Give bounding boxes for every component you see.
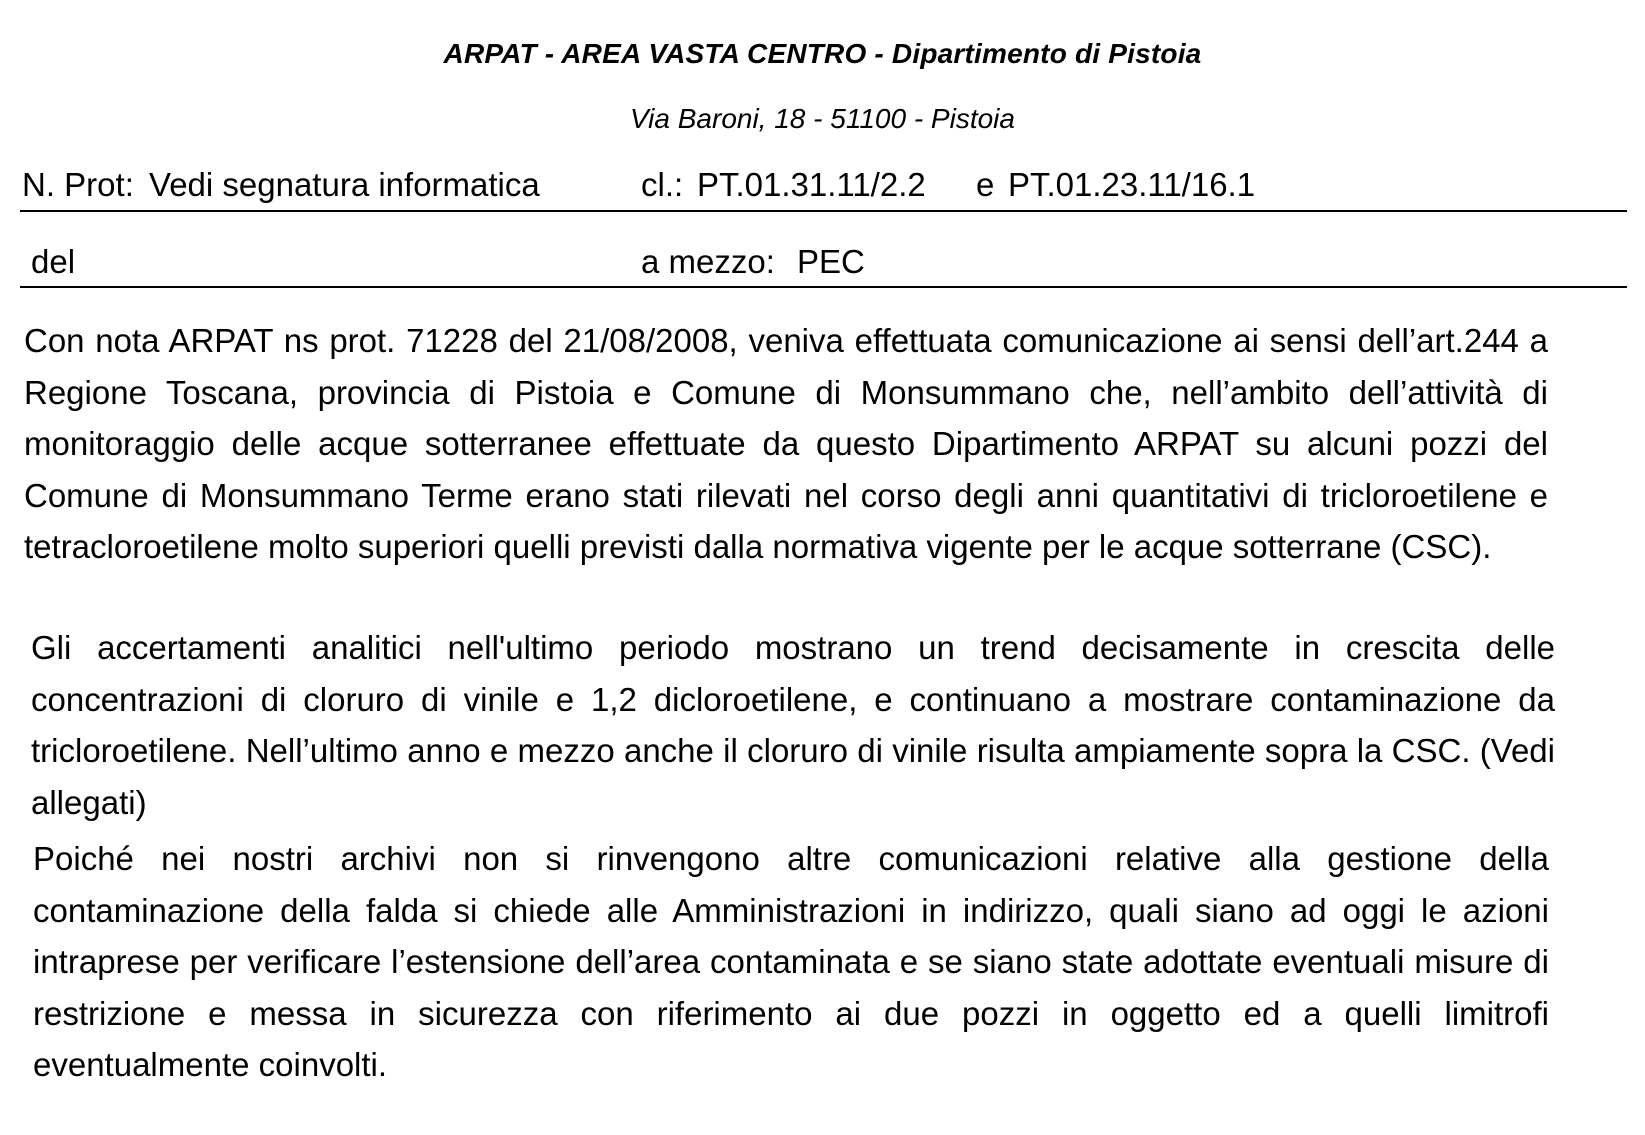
classification-value-1: PT.01.31.11/2.2 xyxy=(697,166,926,203)
office-address: Via Baroni, 18 - 51100 - Pistoia xyxy=(630,103,1015,134)
classification-joiner: e xyxy=(976,166,995,203)
paragraph-2: Gli accertamenti analitici nell'ultimo periodo mostrano un trend decisamente in crescita delle concentrazioni di cloruro di vinile e 1,2 dicloroetilene, e continuano a mostrare contaminazione da tricloroetilene. Nell’ultimo anno e mezzo anche il cloruro di vinile risulta ampiamente sopra la CSC. (Vedi allegati) xyxy=(31,629,1555,821)
means-divider xyxy=(20,286,1627,288)
office-title: ARPAT - AREA VASTA CENTRO - Dipartimento di Pistoia xyxy=(443,38,1202,69)
means-label: a mezzo: xyxy=(641,243,775,280)
date-label: del xyxy=(31,243,76,280)
paragraph-1: Con nota ARPAT ns prot. 71228 del 21/08/2008, veniva effettuata comunicazione ai sensi dell’art.244 a Regione Toscana, provincia di Pistoia e Comune di Monsummano che, nell’ambito dell’attività di monitoraggio delle acque sotterranee effettuate da questo Dipartimento ARPAT su alcuni pozzi del Comune di Monsummano Terme erano stati rilevati nel corso degli anni quantitativi di tricloroetilene e tetracloroetilene molto superiori quelli previsti dalla normativa vigente per le acque sotterrane (CSC). xyxy=(24,322,1548,565)
protocol-label: N. Prot: xyxy=(22,166,134,203)
classification-value-2: PT.01.23.11/16.1 xyxy=(1008,166,1256,203)
protocol-divider xyxy=(20,210,1627,212)
means-value: PEC xyxy=(797,243,865,280)
classification-label: cl.: xyxy=(641,166,684,203)
protocol-value: Vedi segnatura informatica xyxy=(149,166,540,203)
paragraph-3: Poiché nei nostri archivi non si rinvengono altre comunicazioni relative alla gestione della contaminazione della falda si chiede alle Amministrazioni in indirizzo, quali siano ad oggi le azioni intraprese per verificare l’estensione dell’area contaminata e se siano state adottate eventuali misure di restrizione e messa in sicurezza con riferimento ai due pozzi in oggetto ed a quelli limitrofi eventualmente coinvolti. xyxy=(33,840,1549,1083)
